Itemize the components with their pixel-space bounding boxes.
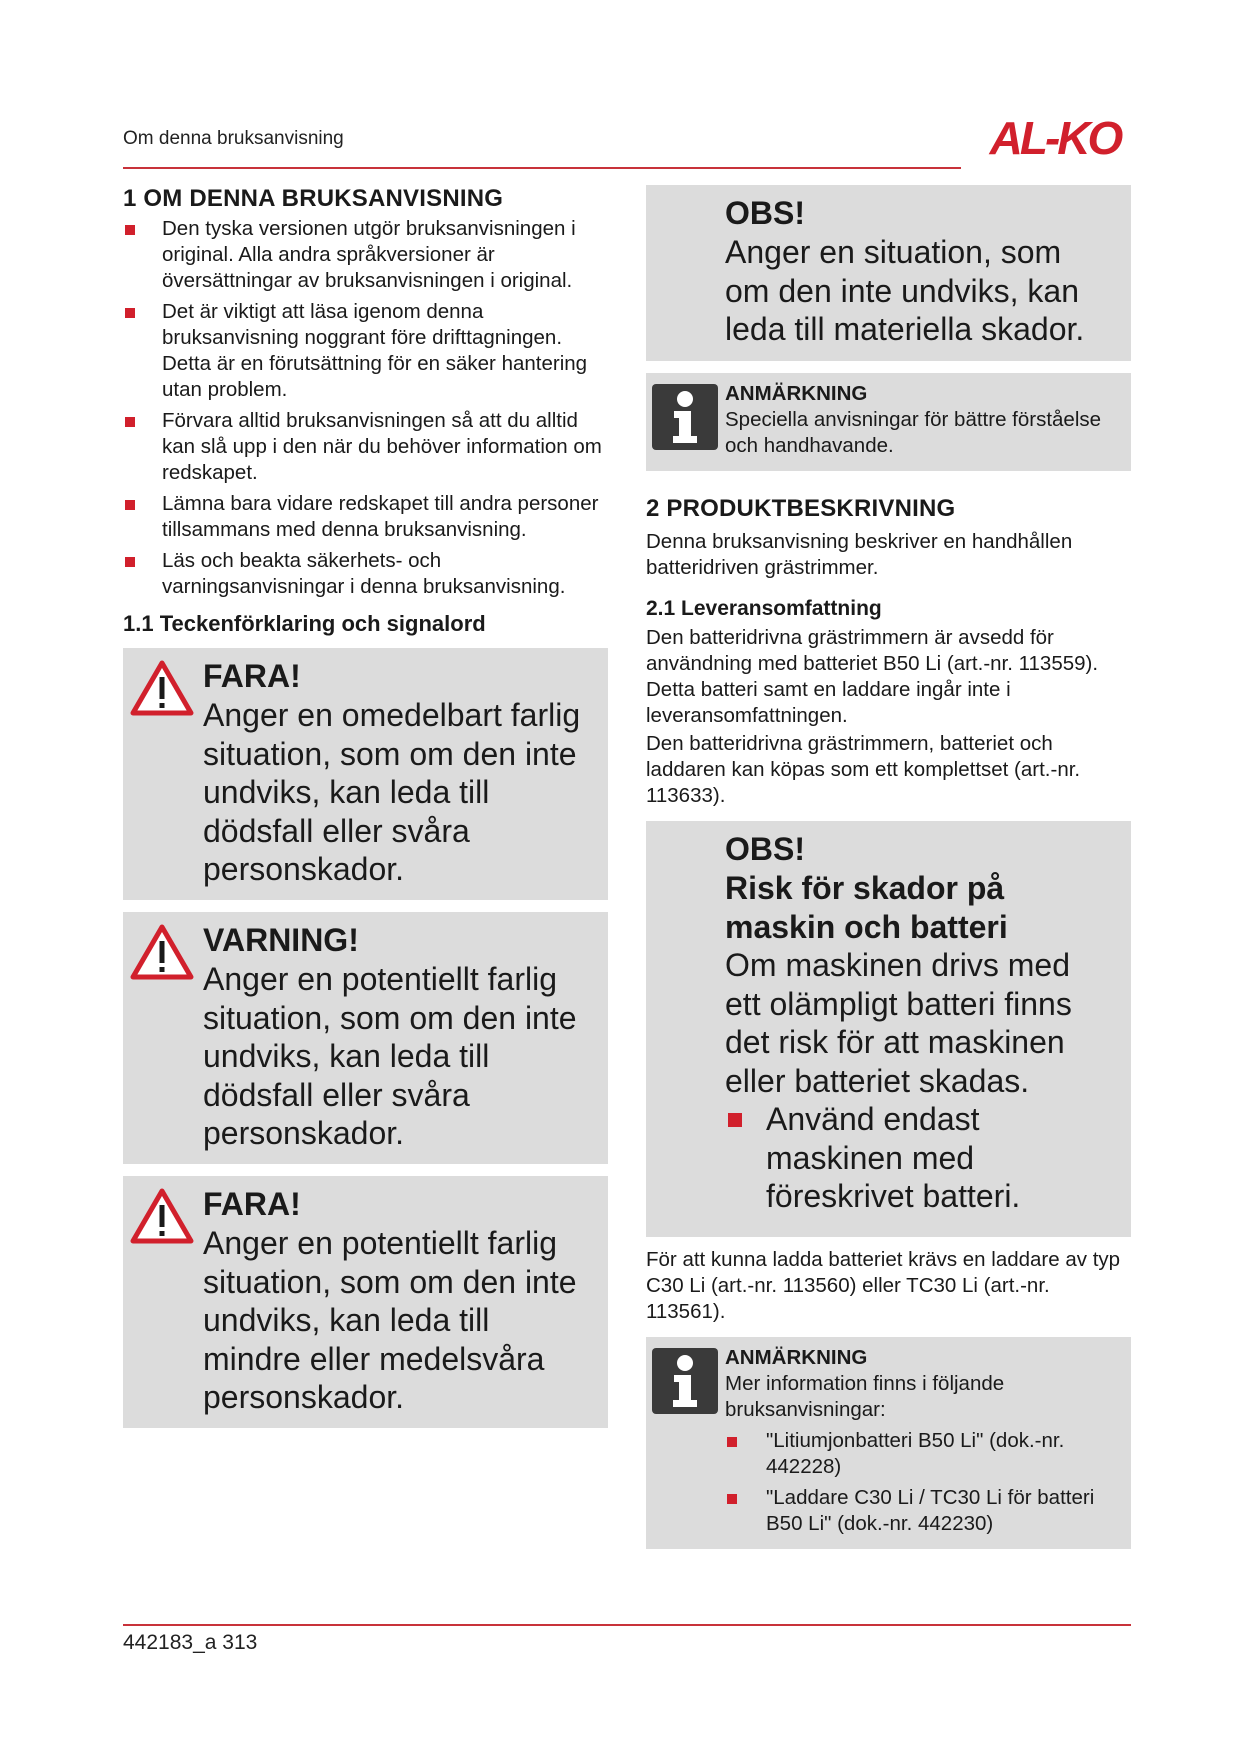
section-2-1-paragraph: Den batteridrivna grästrimmern är avsedd för användning med batteriet B50 Li (art.-nr. 113559). Detta batteri samt en laddare ingår inte i leveransomfattningen.	[646, 626, 1099, 727]
page-number: 442183_a 313	[123, 1631, 258, 1654]
section-1-heading: 1 OM DENNA BRUKSANVISNING	[123, 185, 504, 212]
list-item: Den tyska versionen utgör bruksanvisningen i original. Alla andra språkversioner är översättningar av bruksanvisningen i original.	[123, 216, 608, 294]
note-text: Speciella anvisningar för bättre förståelse och handhavande.	[725, 408, 1102, 457]
list-item: "Litiumjonbatteri B50 Li" (dok.-nr. 442228)	[725, 1428, 1121, 1480]
left-column	[123, 185, 608, 1428]
section-2-text: Denna bruksanvisning beskriver en handhållen batteridriven grästrimmer.	[646, 530, 1073, 579]
right-column	[646, 185, 1131, 1549]
charger-text: För att kunna ladda batteriet krävs en laddare av typ C30 Li (art.-nr. 113560) eller TC30 Li (art.-nr. 113561).	[646, 1248, 1121, 1323]
section-1-1-heading: 1.1 Teckenförklaring och signalord	[123, 611, 486, 636]
section-2-1-heading: 2.1 Leveransomfattning	[646, 597, 882, 620]
note-title: ANMÄRKNING	[725, 382, 868, 405]
warning-text: Anger en potentiellt farlig situation, som om den inte undviks, kan leda till dödsfall eller svåra personskador.	[203, 961, 577, 1151]
header-divider	[123, 167, 961, 169]
notice-bullets	[725, 1100, 1111, 1216]
notice-title: OBS!	[725, 195, 805, 231]
danger-box	[123, 648, 608, 900]
info-icon	[652, 384, 718, 450]
note-box	[646, 1337, 1131, 1549]
danger-title: FARA!	[203, 658, 301, 694]
notice-title: OBS!	[725, 831, 805, 867]
list-item: Använd endast maskinen med föreskrivet batteri.	[725, 1100, 1111, 1216]
section-2-heading: 2 PRODUKTBESKRIVNING	[646, 495, 956, 522]
running-header: Om denna bruksanvisning	[123, 128, 344, 149]
footer-divider	[123, 1624, 1131, 1626]
warning-box	[123, 912, 608, 1164]
danger-text: Anger en omedelbart farlig situation, som om den inte undviks, kan leda till dödsfall eller svåra personskador.	[203, 697, 581, 887]
note-title: ANMÄRKNING	[725, 1346, 868, 1369]
list-item: Lämna bara vidare redskapet till andra personer tillsammans med denna bruksanvisning.	[123, 491, 608, 543]
note-box	[646, 373, 1131, 471]
battery-notice-box	[646, 821, 1131, 1237]
logo-text: AL-KO	[989, 112, 1121, 162]
list-item: Förvara alltid bruksanvisningen så att du alltid kan slå upp i den när du behöver information om redskapet.	[123, 408, 608, 486]
warning-title: VARNING!	[203, 922, 359, 958]
note-text: Mer information finns i följande bruksanvisningar:	[725, 1372, 1005, 1421]
alko-logo	[975, 112, 1135, 162]
caution-title: FARA!	[203, 1186, 301, 1222]
list-item: Läs och beakta säkerhets- och varningsanvisningar i denna bruksanvisning.	[123, 548, 608, 600]
notice-subtitle: Risk för skador på maskin och batteri	[725, 870, 1008, 945]
caution-text: Anger en potentiellt farlig situation, som om den inte undviks, kan leda till mindre eller medelsvåra personskador.	[203, 1225, 577, 1415]
notice-text: Om maskinen drivs med ett olämpligt batteri finns det risk för att maskinen eller batteriet skadas.	[725, 947, 1072, 1099]
warning-triangle-icon	[129, 922, 195, 982]
list-item: "Laddare C30 Li / TC30 Li för batteri B50 Li" (dok.-nr. 442230)	[725, 1485, 1121, 1537]
notice-text: Anger en situation, som om den inte undviks, kan leda till materiella skador.	[725, 234, 1085, 347]
section-2-1-paragraph: Den batteridrivna grästrimmern, batteriet och laddaren kan köpas som ett komplettset (art.-nr. 113633).	[646, 732, 1081, 807]
list-item: Det är viktigt att läsa igenom denna bruksanvisning noggrant före drifttagningen. Detta är en förutsättning för en säker hantering utan problem.	[123, 299, 608, 403]
info-icon	[652, 1348, 718, 1414]
warning-triangle-icon	[129, 1186, 195, 1246]
note-bullets	[725, 1428, 1121, 1537]
caution-box	[123, 1176, 608, 1428]
notice-box	[646, 185, 1131, 361]
warning-triangle-icon	[129, 658, 195, 718]
section-1-bullets	[123, 216, 608, 600]
